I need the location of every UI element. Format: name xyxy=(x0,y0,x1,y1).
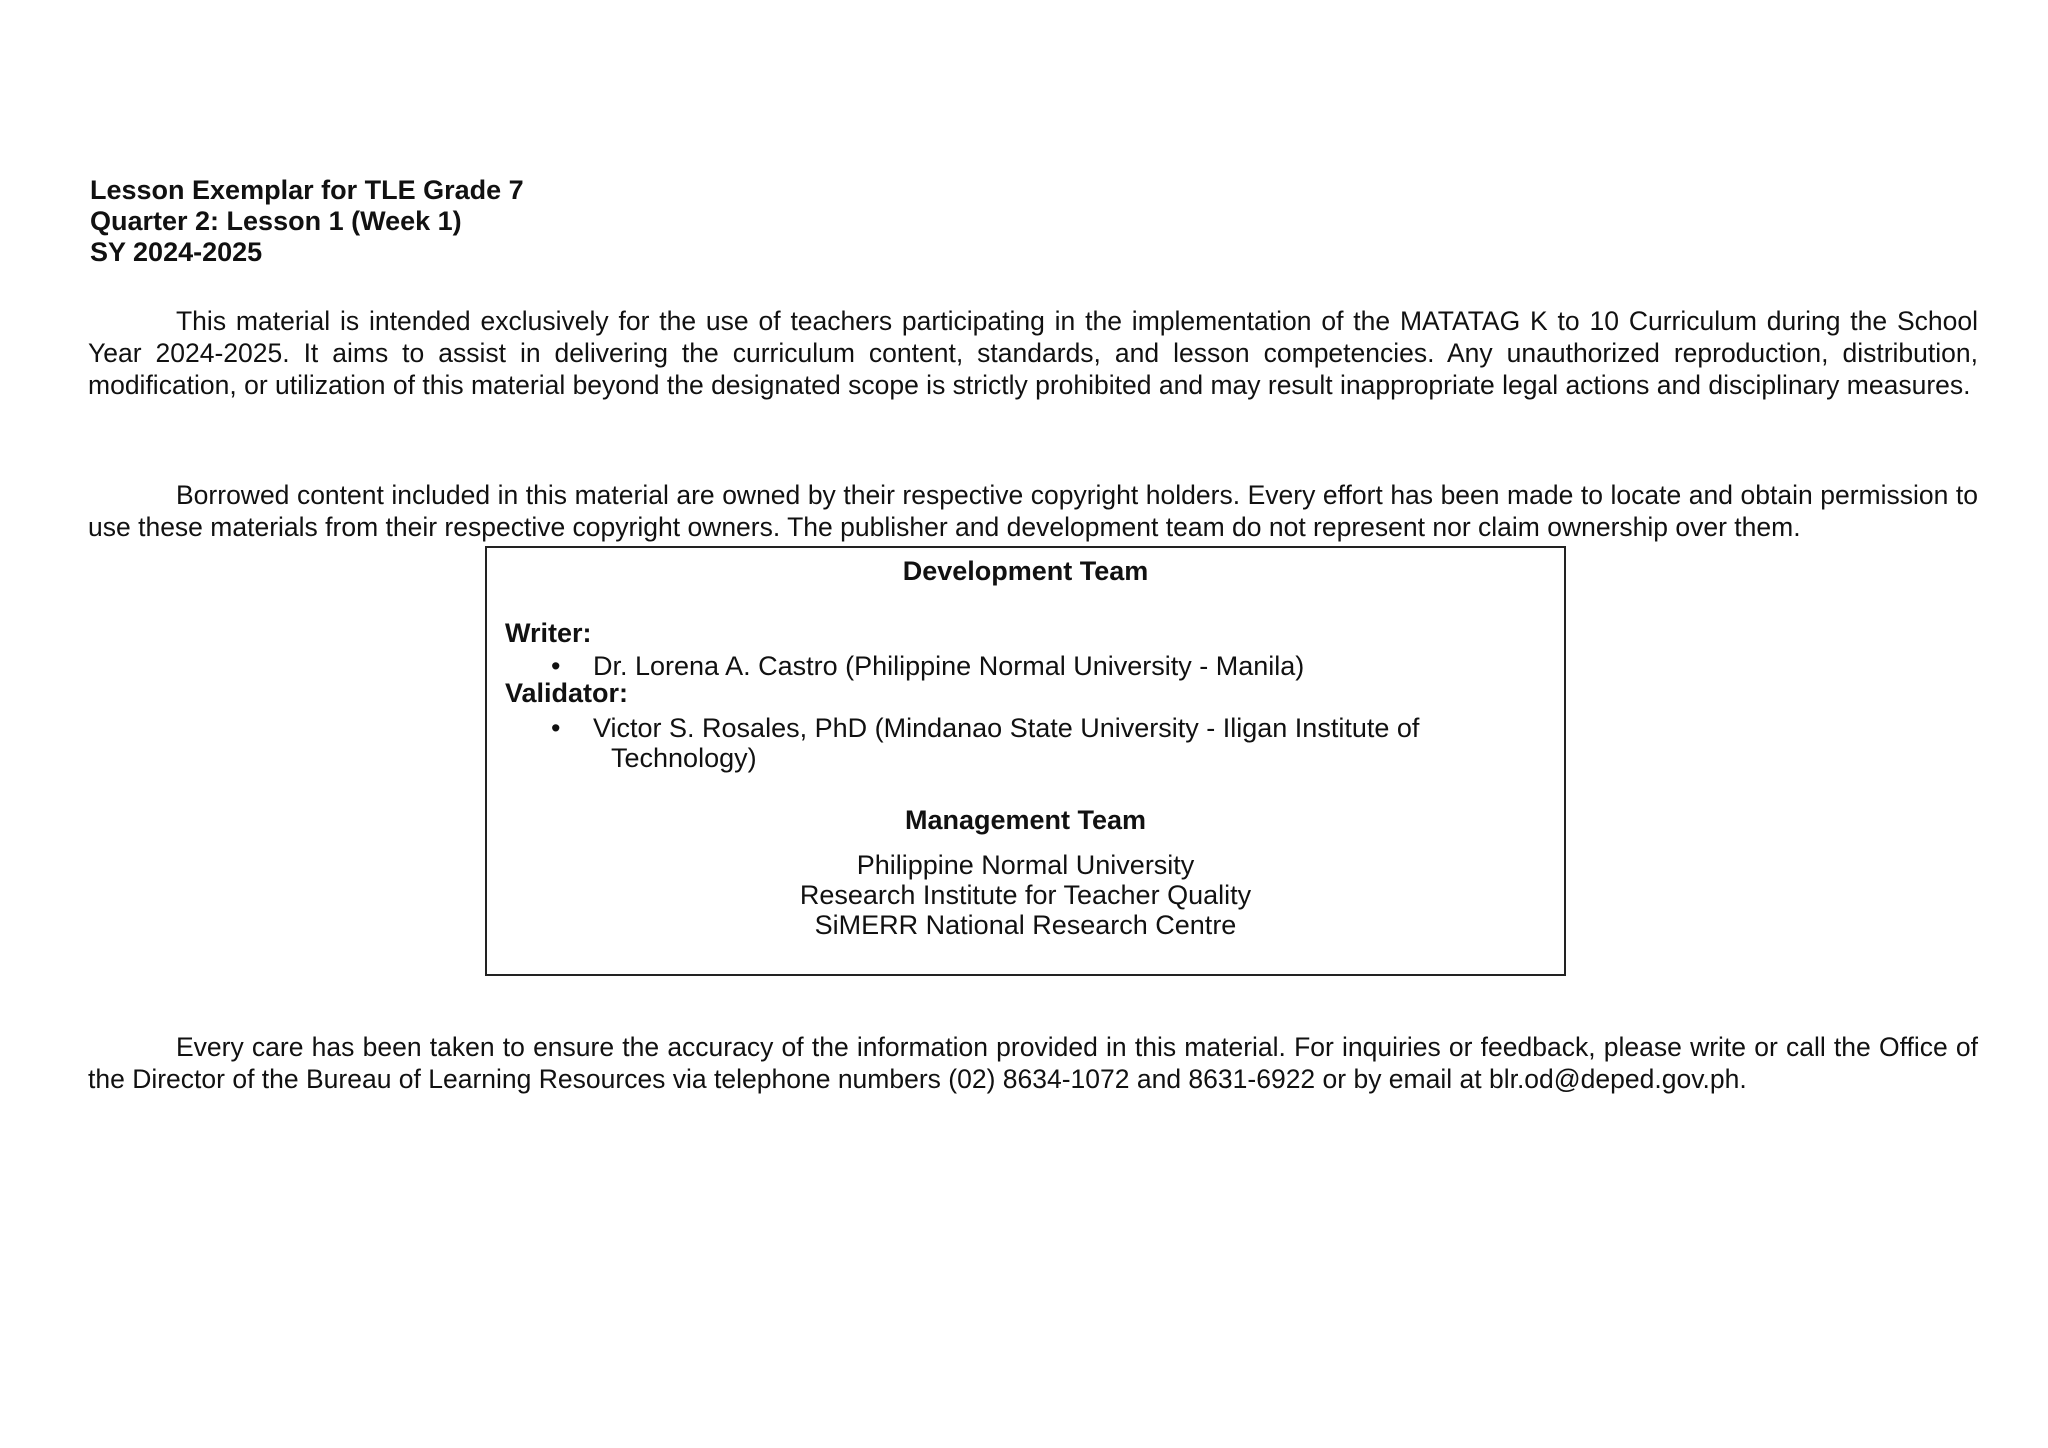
validator-label: Validator: xyxy=(505,678,629,708)
document-header xyxy=(90,175,524,268)
management-team-member: Research Institute for Teacher Quality xyxy=(799,880,1252,910)
bullet-icon: • xyxy=(551,651,561,681)
writer-name: Dr. Lorena A. Castro (Philippine Normal University - Manila) xyxy=(593,651,1305,681)
management-team-list xyxy=(487,850,1564,940)
validator-name: Victor S. Rosales, PhD (Mindanao State University - Iligan Institute of xyxy=(593,713,1420,743)
writer-label: Writer: xyxy=(505,618,592,648)
usage-notice-text: This material is intended exclusively for the use of teachers participating in the implementation of the MATATAG K to 10 Curriculum during the School Year 2024-2025. It aims to assist in delivering the curriculum content, standards, and lesson competencies. Any unauthorized reproduction, distribution, modification, or utilization of this material beyond the designated scope is strictly prohibited and may result inappropriate legal actions and disciplinary measures. xyxy=(88,306,1978,400)
header-title: Lesson Exemplar for TLE Grade 7 xyxy=(90,175,524,205)
writer-item xyxy=(551,651,1531,681)
management-team-heading: Management Team xyxy=(904,805,1147,835)
team-box xyxy=(485,546,1566,976)
header-school-year: SY 2024-2025 xyxy=(90,237,263,267)
bullet-icon: • xyxy=(551,713,561,743)
contact-paragraph xyxy=(88,1031,1978,1095)
copyright-paragraph xyxy=(88,479,1978,543)
management-team-member: SiMERR National Research Centre xyxy=(814,910,1237,940)
header-quarter-lesson: Quarter 2: Lesson 1 (Week 1) xyxy=(90,206,462,236)
validator-name-continued: Technology) xyxy=(611,743,757,773)
validator-item xyxy=(551,713,1531,773)
development-team-heading: Development Team xyxy=(902,556,1149,586)
copyright-text: Borrowed content included in this material are owned by their respective copyright holders. Every effort has been made to locate and obtain permission to use these materials from their respective copyright owners. The publisher and development team do not represent nor claim ownership over them. xyxy=(88,480,1978,542)
management-team-member: Philippine Normal University xyxy=(856,850,1195,880)
contact-text: Every care has been taken to ensure the accuracy of the information provided in this material. For inquiries or feedback, please write or call the Office of the Director of the Bureau of Learning Resources via telephone numbers (02) 8634-1072 and 8631-6922 or by email at blr.od@deped.gov.ph. xyxy=(88,1032,1978,1094)
usage-notice-paragraph xyxy=(88,305,1978,401)
